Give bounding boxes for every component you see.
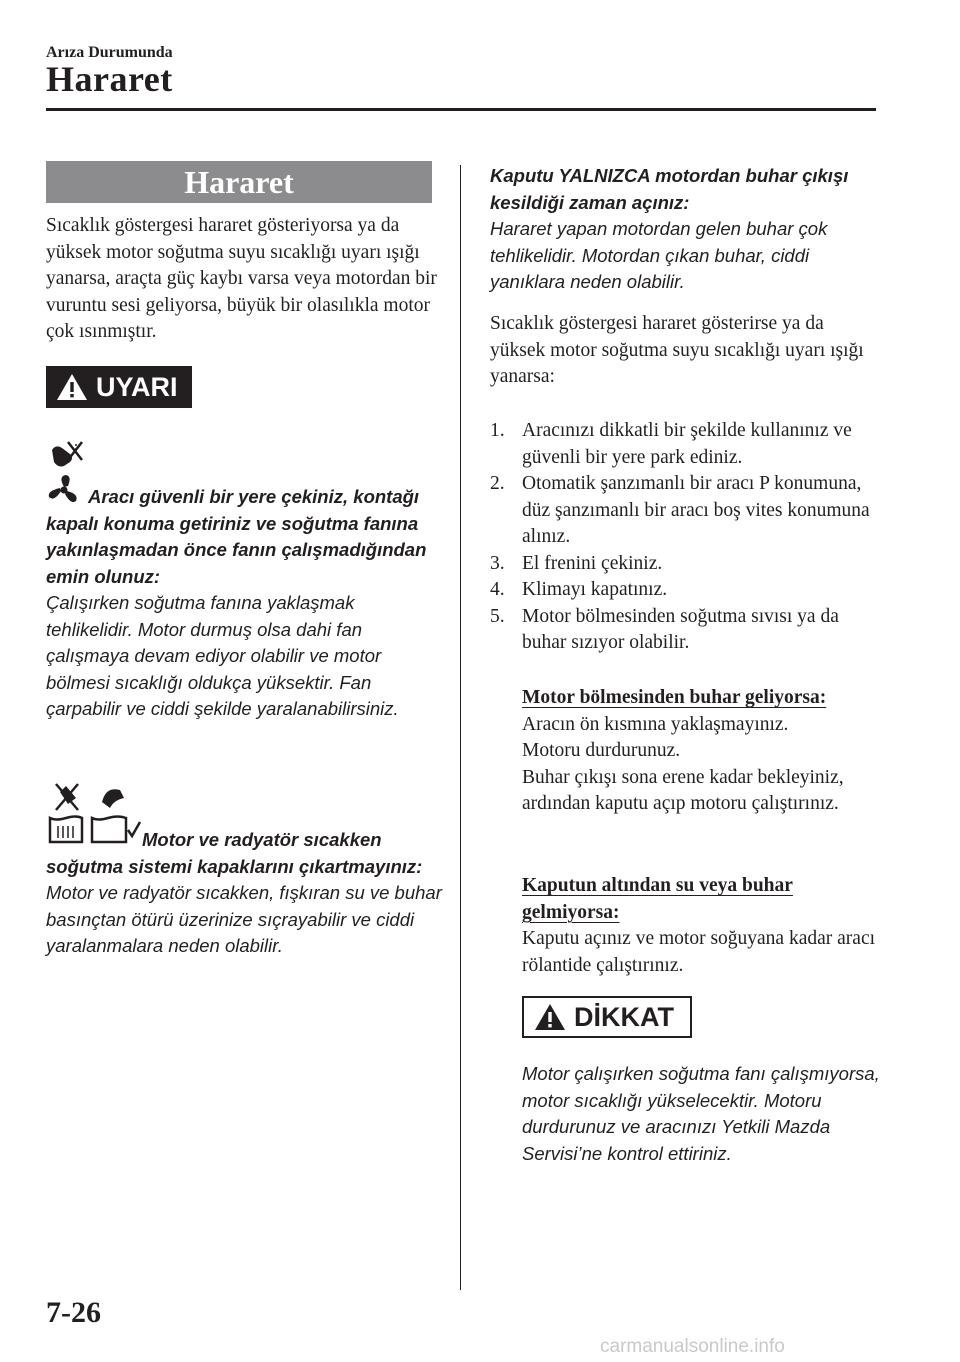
warning-fan-title: Aracı güvenli bir yere çekiniz, kontağı kapalı konuma getiriniz ve soğutma fanına yakınlaşmadan önce fanın çalışmadığından emin olunuz: — [46, 486, 427, 587]
warning-label-box — [46, 366, 192, 408]
topic-title-bar: Hararet — [46, 161, 432, 203]
warning-hood — [490, 163, 880, 296]
warning-hood-body: Hararet yapan motordan gelen buhar çok tehlikelidir. Motordan çıkan buhar, ciddi yanıklara neden olabilir. — [490, 218, 828, 292]
caution-label: DİKKAT — [574, 1001, 674, 1032]
list-item: 1. Aracınızı dikkatli bir şekilde kullanınız ve güvenli bir yere park ediniz. — [490, 420, 852, 468]
warning-triangle-icon — [534, 1003, 566, 1031]
list-item: 5. Motor bölmesinden soğutma sıvısı ya da buhar sızıyor olabilir. — [490, 605, 839, 653]
warning-hood-title: Kaputu YALNIZCA motordan buhar çıkışı kesildiği zaman açınız: — [490, 165, 849, 213]
list-item: 3. El frenini çekiniz. — [490, 552, 663, 574]
lead-paragraph: Sıcaklık göstergesi hararet gösterirse ya da yüksek motor soğutma suyu sıcaklığı uyarı ışığı yanarsa: — [490, 313, 864, 387]
steps-list — [490, 418, 882, 657]
list-item: 4. Klimayı kapatınız. — [490, 579, 668, 600]
steam-line: Motoru durdurunuz. — [522, 740, 681, 761]
warning-fan — [46, 484, 446, 723]
watermark: carmanualsonline.info — [600, 1336, 785, 1357]
warning-radiator-title: Motor ve radyatör sıcakken soğutma sistemi kapaklarını çıkartmayınız: — [46, 829, 423, 877]
caution-label-box — [522, 996, 692, 1038]
no-steam-subsection — [522, 873, 882, 979]
warning-fan-body: Çalışırken soğutma fanına yaklaşmak tehlikelidir. Motor durmuş olsa dahi fan çalışmaya devam ediyor olabilir ve motor bölmesi sıcaklığı oldukça yüksektir. Fan çarpabilir ve ciddi şekilde yaralanabilirsiniz. — [46, 592, 399, 719]
list-item: 2. Otomatik şanzımanlı bir aracı P konumuna, düz şanzımanlı bir aracı boş vites konumuna alınız. — [490, 473, 870, 547]
warning-radiator — [46, 827, 446, 960]
column-separator — [460, 165, 461, 1290]
intro-paragraph: Sıcaklık göstergesi hararet gösteriyorsa ya da yüksek motor soğutma suyu sıcaklığı uyarı ışığı yanarsa, araçta güç kaybı varsa veya motordan bir vuruntu sesi geliyorsa, büyük bir olasılıkla motor çok ısınmıştır. — [46, 215, 437, 342]
caution-body: Motor çalışırken soğutma fanı çalışmıyorsa, motor sıcaklığı yükselecektir. Motoru durdurunuz ve aracınızı Yetkili Mazda Servisi’ne kontrol ettiriniz. — [522, 1063, 880, 1164]
header-rule — [46, 108, 876, 111]
page-number: 7-26 — [46, 1296, 101, 1329]
steam-line: Buhar çıkışı sona erene kadar bekleyiniz, ardından kaputu açıp motoru çalıştırınız. — [522, 766, 844, 814]
warning-triangle-icon — [56, 373, 88, 401]
no-steam-body: Kaputu açınız ve motor soğuyana kadar aracı rölantide çalıştırınız. — [522, 928, 876, 976]
section-title: Hararet — [46, 59, 173, 99]
chapter-title: Arıza Durumunda — [46, 44, 173, 61]
warning-radiator-body: Motor ve radyatör sıcakken, fışkıran su ve buhar basınçtan ötürü üzerinize sıçrayabilir ve ciddi yaralanmalara neden olabilir. — [46, 882, 442, 956]
warning-label: UYARI — [96, 371, 178, 402]
steam-line: Aracın ön kısmına yaklaşmayınız. — [522, 713, 789, 735]
no-steam-subheading: Kaputun altından su veya buhar gelmiyorsa: — [522, 875, 793, 923]
steam-subheading: Motor bölmesinden buhar geliyorsa: — [522, 687, 827, 708]
steam-subsection — [522, 685, 882, 818]
